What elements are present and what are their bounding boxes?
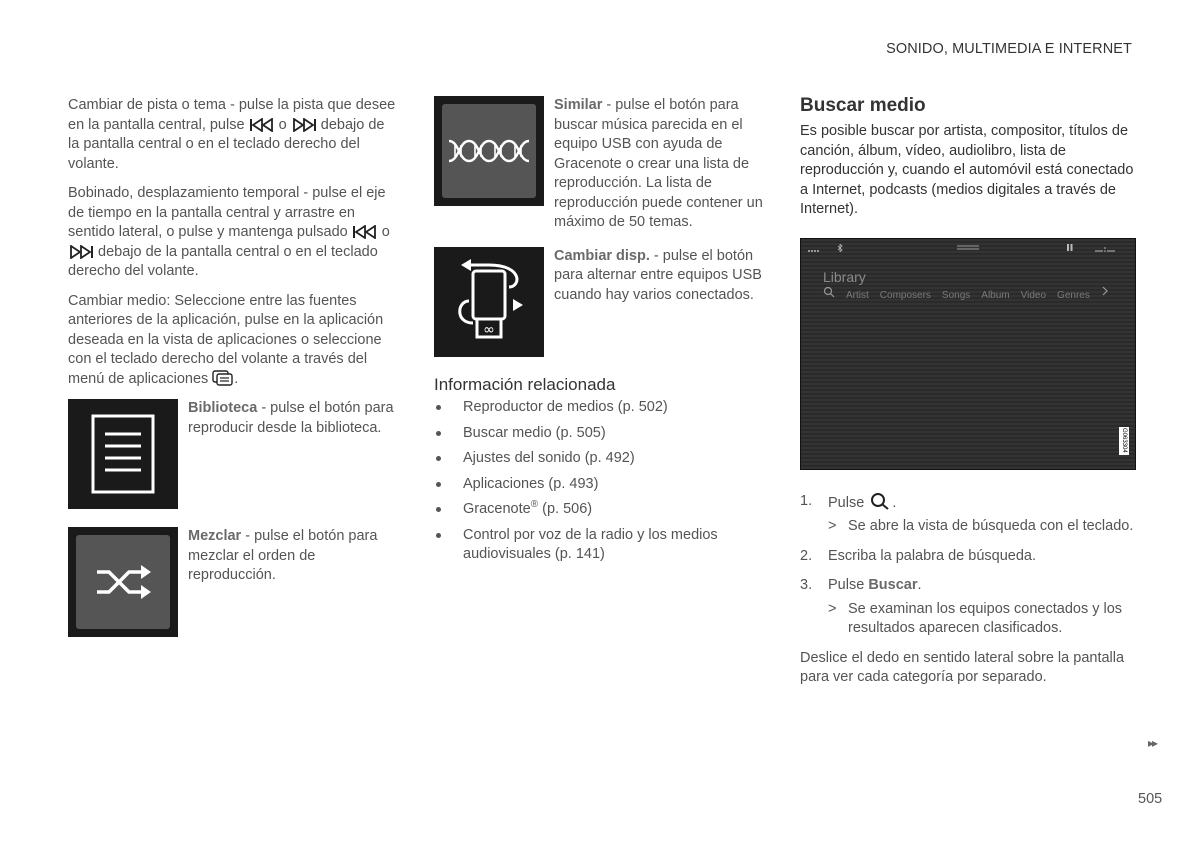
feature-change-device: ∞ Cambiar disp. - pulse el botón para alternar entre equipos USB cuando hay varios conectados. [434,247,764,357]
paragraph-change-media: Cambiar medio: Seleccione entre las fuentes anteriores de la aplicación, pulse en la aplicación deseada en la vista de aplicaciones o seleccione con el teclado derecho del volante a través del menú de aplicaciones . [68,292,384,387]
figure-code: G063304 [1121,428,1127,453]
search-icon [868,492,892,510]
list-item[interactable]: Aplicaciones (p. 493) [434,475,764,495]
status-bar [807,244,1129,254]
shuffle-icon [93,562,153,602]
step-2: 2. Escriba la palabra de búsqueda. [800,547,1036,564]
previous-track-icon [249,118,275,132]
bluetooth-icon [837,244,843,252]
section-title: Buscar medio [800,95,926,116]
list-icon [91,414,155,494]
dna-icon [447,131,531,171]
tab-video[interactable]: Video [1020,289,1047,301]
tab-songs[interactable]: Songs [941,289,971,301]
shuffle-button-image [68,527,178,637]
category-tabs [823,286,1109,306]
list-item[interactable]: Buscar medio (p. 505) [434,424,764,444]
library-button-image [68,399,178,509]
similar-button-image [434,96,544,206]
paragraph-change-track: Cambiar de pista o tema - pulse la pista que desee en la pantalla central, pulse o debajo de la pantalla central o en el teclado derecho del volante. [68,97,396,172]
list-item[interactable]: Gracenote® (p. 506) [434,500,764,520]
column-1 [68,96,398,655]
list-item[interactable]: Reproductor de medios (p. 502) [434,398,764,418]
step-1: 1. Pulse . > Se abre la vista de búsqueda con el teclado. [800,492,1134,537]
tab-genres[interactable]: Genres [1057,289,1090,301]
feature-shuffle: Mezclar - pulse el botón para mezclar el orden de reproducción. [68,527,398,637]
svg-text:∞: ∞ [483,321,495,338]
clock-icon [1095,245,1125,253]
related-info-list [434,398,764,565]
chevron-right-icon[interactable] [1101,286,1109,296]
usb-switch-icon [449,257,529,347]
paragraph-seek: Bobinado, desplazamiento temporal - pulse el eje de tiempo en la pantalla central y arrastre en sentido lateral, o pulse y mantenga pulsado o debajo de la pantalla central o en el teclado derecho del volante. [68,185,390,279]
library-label: Library [823,268,866,285]
tab-artist[interactable]: Artist [846,289,869,301]
intro-paragraph: Es posible buscar por artista, compositor, títulos de canción, álbum, vídeo, audiolibro, lista de reproducción y, cuando el automóvil está conectado a Internet, podcasts (medios digitales a través de Internet). [800,123,1134,217]
feature-library: Biblioteca - pulse el botón para reproducir desde la biblioteca. [68,399,398,509]
continue-marker: ▸▸ [1148,736,1157,750]
related-info-heading: Información relacionada [434,374,616,394]
step-3-result: > Se examinan los equipos conectados y los resultados aparecen clasificados. [828,600,1123,636]
feature-similar: Similar - pulse el botón para buscar música parecida en el equipo USB con ayuda de Gracenote o crear una lista de reproducción. La lista de reproducción puede contener un máximo de 50 temas. [434,96,764,233]
list-item[interactable]: Ajustes del sonido (p. 492) [434,449,764,469]
search-steps [800,492,1134,639]
next-track-icon [291,118,317,132]
list-item[interactable]: Control por voz de la radio y los medios audiovisuales (p. 141) [434,526,764,565]
tab-album[interactable]: Album [981,289,1010,301]
previous-track-icon [352,225,378,239]
column-2 [434,96,764,571]
page-number: 505 [1138,791,1163,807]
tab-composers[interactable]: Composers [879,289,931,301]
section-header: SONIDO, MULTIMEDIA E INTERNET [886,41,1132,57]
step-1-result: > Se abre la vista de búsqueda con el teclado. [828,518,1134,534]
next-track-icon [68,245,94,259]
pause-icon [1067,244,1073,252]
handle-icon [957,245,979,251]
change-device-button-image [434,247,544,357]
center-display-screenshot [800,238,1136,470]
column-3 [800,96,1134,698]
search-icon[interactable] [823,286,835,298]
step-3: 3. Pulse Buscar. > Se examinan los equipos conectados y los resultados aparecen clasificados. [800,576,1134,639]
app-menu-icon [212,370,234,386]
outro-paragraph: Deslice el dedo en sentido lateral sobre la pantalla para ver cada categoría por separado. [800,649,1125,685]
